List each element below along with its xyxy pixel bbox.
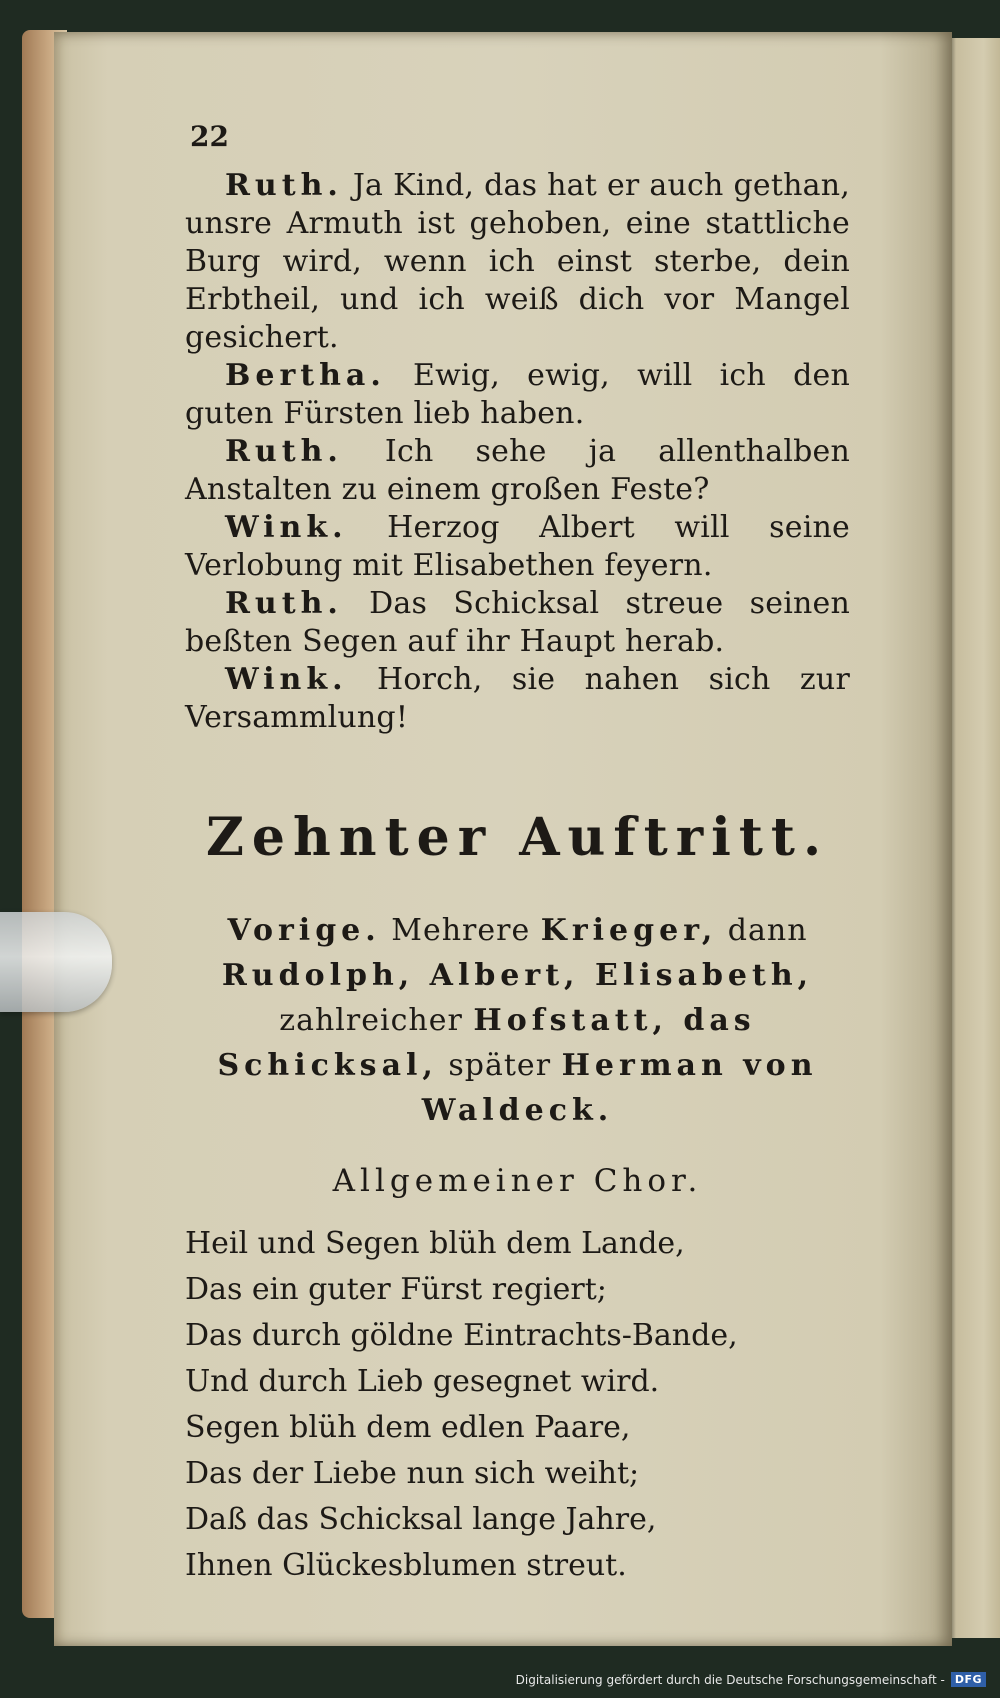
stage-text: Krieger, <box>540 913 718 948</box>
stage-text: Herman von Waldeck. <box>421 1048 818 1128</box>
stage-text: dann <box>717 913 808 948</box>
stage-text: Vorige. <box>227 913 381 948</box>
dialogue-text: Ewig, ewig, will ich den guten Fürsten lieb haben. <box>185 358 850 431</box>
verse-line: Daß das Schicksal lange Jahre, <box>185 1502 657 1537</box>
page-text <box>185 120 850 1589</box>
speaker-name: Ruth. <box>225 168 343 203</box>
speaker-name: Ruth. <box>225 586 343 621</box>
speaker-name: Bertha. <box>225 358 386 393</box>
chorus-title: Allgemeiner Chor. <box>332 1163 703 1199</box>
page-number: 22 <box>190 120 229 153</box>
stage-text: zahlreicher <box>279 1003 474 1038</box>
verse-line: Das durch göldne Eintrachts-Bande, <box>185 1318 738 1353</box>
dialogue-line <box>185 661 850 737</box>
dialogue-text: Herzog Albert will seine Verlobung mit Elisabethen feyern. <box>185 510 850 583</box>
dialogue-line <box>185 509 850 585</box>
verse-line: Ihnen Glückesblumen streut. <box>185 1548 627 1583</box>
footer-credit-text: Digitalisierung gefördert durch die Deutsche Forschungsgemeinschaft - <box>515 1672 945 1687</box>
dialogue-line <box>185 433 850 509</box>
speaker-name: Wink. <box>225 510 348 545</box>
page-clip <box>0 912 112 1012</box>
dialogue-text: Horch, sie nahen sich zur Versammlung! <box>185 662 850 735</box>
verse-line: Segen blüh dem edlen Paare, <box>185 1410 631 1445</box>
verse-line: Heil und Segen blüh dem Lande, <box>185 1226 685 1261</box>
verse <box>185 1221 850 1589</box>
stage-text: später <box>437 1048 562 1083</box>
dialogue-line <box>185 585 850 661</box>
stage-text: Mehrere <box>380 913 541 948</box>
dialogue-text: Ich sehe ja allenthalben Anstalten zu einem großen Feste? <box>185 434 850 507</box>
verse-line: Und durch Lieb gesegnet wird. <box>185 1364 660 1399</box>
dialogue-line <box>185 357 850 433</box>
speaker-name: Wink. <box>225 662 348 697</box>
next-page-edge <box>945 38 1000 1638</box>
dialogue-text: Ja Kind, das hat er auch gethan, unsre Armuth ist gehoben, eine stattliche Burg wird, wenn ich einst sterbe, dein Erbtheil, und ich weiß dich vor Mangel gesichert. <box>185 168 850 355</box>
dfg-logo: DFG <box>951 1672 986 1687</box>
stage-direction <box>185 908 850 1133</box>
scene-heading: Zehnter Auftritt. <box>205 807 830 868</box>
dialogue-text: Das Schicksal streue seinen beßten Segen auf ihr Haupt herab. <box>185 586 850 659</box>
dialogue-line <box>185 167 850 357</box>
footer-credit <box>516 1672 986 1687</box>
verse-line: Das der Liebe nun sich weiht; <box>185 1456 640 1491</box>
speaker-name: Ruth. <box>225 434 343 469</box>
stage-text: Rudolph, Albert, Elisabeth, <box>221 958 814 993</box>
stage-text: Hofstatt, das Schicksal, <box>217 1003 756 1083</box>
verse-line: Das ein guter Fürst regiert; <box>185 1272 607 1307</box>
